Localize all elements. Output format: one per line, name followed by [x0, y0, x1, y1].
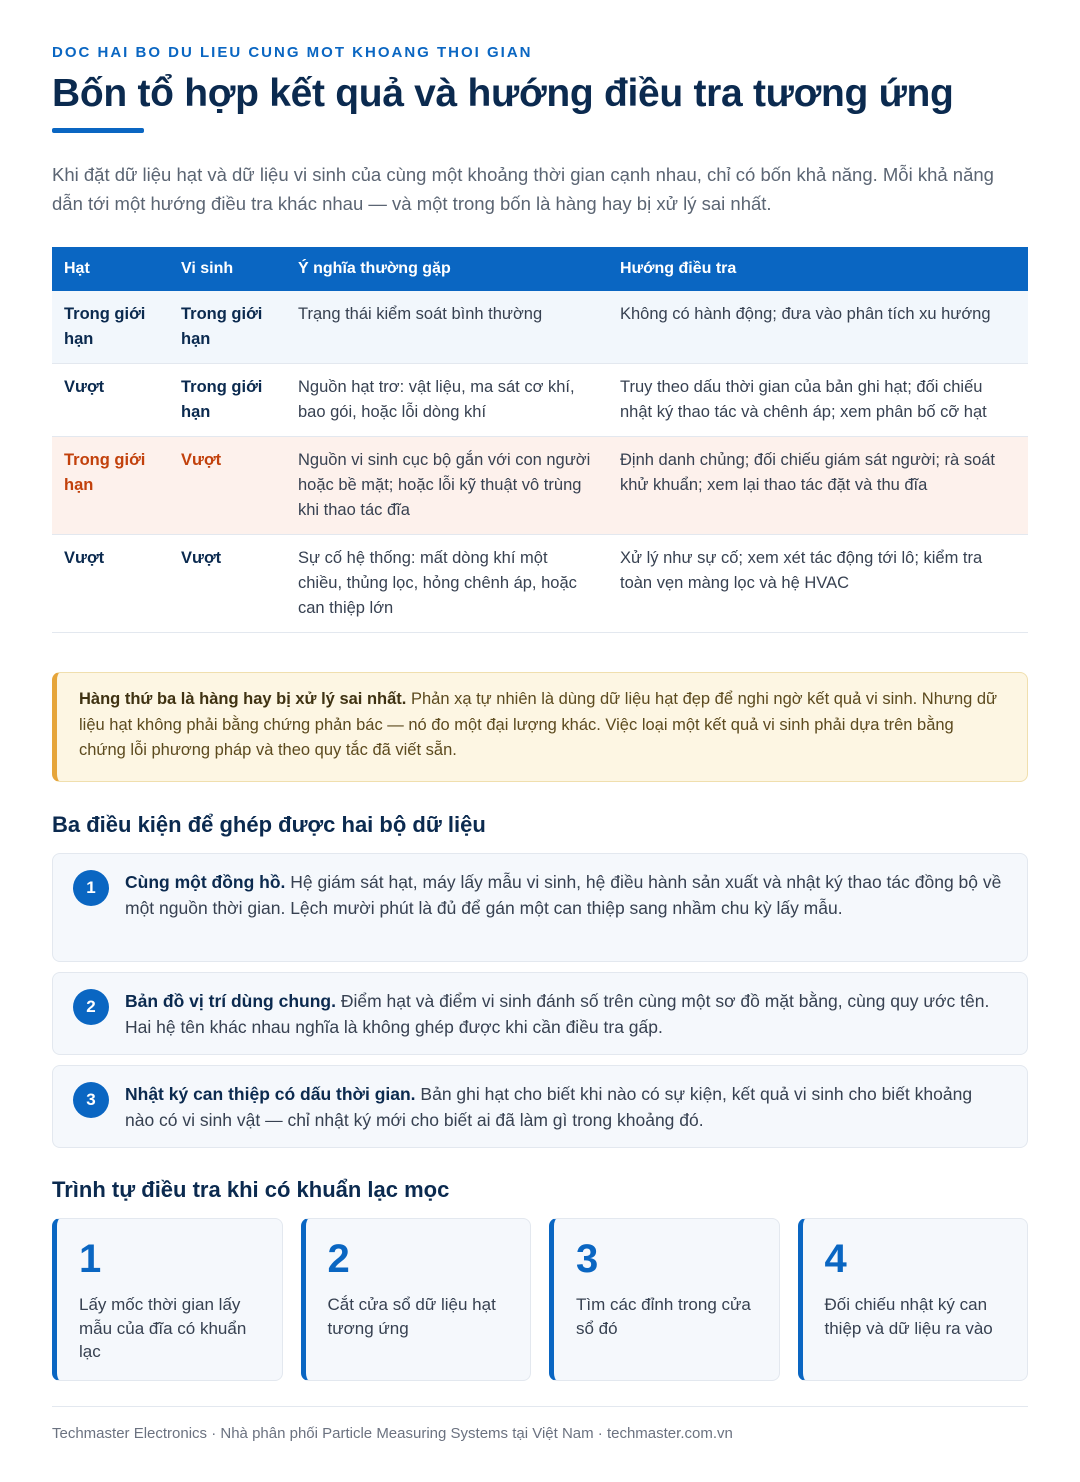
column-header-meaning: Ý nghĩa thường gặp	[286, 247, 608, 291]
cell-investigation: Không có hành động; đưa vào phân tích xu hướng	[608, 291, 1028, 364]
table-row	[52, 291, 1028, 364]
step-number: 4	[824, 1237, 847, 1281]
column-header-particle: Hạt	[52, 247, 169, 291]
table-row	[52, 364, 1028, 437]
column-header-microbial: Vi sinh	[169, 247, 286, 291]
cell-particle: Vượt	[52, 535, 169, 633]
cell-meaning: Sự cố hệ thống: mất dòng khí một chiều, thủng lọc, hỏng chênh áp, hoặc can thiệp lớn	[286, 535, 608, 633]
table-header-row	[52, 247, 1028, 291]
step-number: 3	[576, 1237, 599, 1281]
step-card	[798, 1218, 1029, 1381]
callout-bold: Hàng thứ ba là hàng hay bị xử lý sai nhất.	[79, 690, 407, 708]
cell-microbial: Trong giới hạn	[169, 291, 286, 364]
step-number: 1	[79, 1237, 102, 1281]
cell-investigation: Xử lý như sự cố; xem xét tác động tới lô; kiểm tra toàn vẹn màng lọc và hệ HVAC	[608, 535, 1028, 633]
title-underline	[52, 128, 144, 133]
sequence-heading: Trình tự điều tra khi có khuẩn lạc mọc	[52, 1177, 450, 1202]
conditions-heading: Ba điều kiện để ghép được hai bộ dữ liệu	[52, 812, 486, 837]
cell-particle: Trong giới hạn	[52, 291, 169, 364]
step-card	[549, 1218, 780, 1381]
warning-callout	[52, 672, 1028, 782]
condition-title: Nhật ký can thiệp có dấu thời gian.	[125, 1084, 416, 1104]
step-number: 2	[327, 1237, 350, 1281]
cell-particle: Trong giới hạn	[52, 437, 169, 535]
table-row	[52, 535, 1028, 633]
cell-microbial: Trong giới hạn	[169, 364, 286, 437]
eyebrow-label: DOC HAI BO DU LIEU CUNG MOT KHOANG THOI GIAN	[52, 44, 533, 61]
cell-investigation: Định danh chủng; đối chiếu giám sát người; rà soát khử khuẩn; xem lại thao tác đặt và thu đĩa	[608, 437, 1028, 535]
combination-table	[52, 247, 1028, 633]
step-card	[52, 1218, 283, 1381]
step-text: Đối chiếu nhật ký can thiệp và dữ liệu ra vào	[824, 1295, 993, 1338]
condition-card	[52, 853, 1028, 962]
cell-investigation: Truy theo dấu thời gian của bản ghi hạt; đối chiếu nhật ký thao tác và chênh áp; xem phân bố cỡ hạt	[608, 364, 1028, 437]
condition-title: Cùng một đồng hồ.	[125, 872, 286, 892]
condition-text: Điểm hạt và điểm vi sinh đánh số trên cùng một sơ đồ mặt bằng, cùng quy ước tên. Hai hệ tên khác nhau nghĩa là không ghép được khi cần điều tra gấp.	[125, 991, 990, 1037]
cell-particle: Vượt	[52, 364, 169, 437]
step-text: Tìm các đỉnh trong cửa sổ đó	[576, 1295, 751, 1338]
step-number-badge: 3	[73, 1082, 109, 1118]
callout-text: Phản xạ tự nhiên là dùng dữ liệu hạt đẹp để nghi ngờ kết quả vi sinh. Nhưng dữ liệu hạt không phải bằng chứng phản bác — nó đo một đại lượng khác. Việc loại một kết quả vi sinh phải dựa trên bằng chứng lỗi phương pháp và theo quy tắc đã viết sẵn.	[79, 690, 998, 759]
cell-meaning: Nguồn vi sinh cục bộ gắn với con người hoặc bề mặt; hoặc lỗi kỹ thuật vô trùng khi thao tác đĩa	[286, 437, 608, 535]
table-row-highlighted	[52, 437, 1028, 535]
condition-card	[52, 972, 1028, 1055]
footer-divider	[52, 1406, 1028, 1407]
footer-text: Techmaster Electronics · Nhà phân phối Particle Measuring Systems tại Việt Nam · techmaster.com.vn	[52, 1425, 733, 1442]
cell-microbial: Vượt	[169, 437, 286, 535]
condition-title: Bản đồ vị trí dùng chung.	[125, 991, 336, 1011]
step-text: Cắt cửa sổ dữ liệu hạt tương ứng	[327, 1295, 496, 1338]
cell-meaning: Trạng thái kiểm soát bình thường	[286, 291, 608, 364]
page-title: Bốn tổ hợp kết quả và hướng điều tra tương ứng	[52, 72, 954, 115]
step-number-badge: 2	[73, 989, 109, 1025]
column-header-investigation: Hướng điều tra	[608, 247, 1028, 291]
intro-paragraph: Khi đặt dữ liệu hạt và dữ liệu vi sinh của cùng một khoảng thời gian cạnh nhau, chỉ có bốn khả năng. Mỗi khả năng dẫn tới một hướng điều tra khác nhau — và một trong bốn là hàng hay bị xử lý sai nhất.	[52, 164, 994, 214]
cell-microbial: Vượt	[169, 535, 286, 633]
step-number-badge: 1	[73, 870, 109, 906]
condition-text: Bản ghi hạt cho biết khi nào có sự kiện, kết quả vi sinh cho biết khoảng nào có vi sinh vật — chỉ nhật ký mới cho biết ai đã làm gì trong khoảng đó.	[125, 1084, 973, 1130]
step-text: Lấy mốc thời gian lấy mẫu của đĩa có khuẩn lạc	[79, 1295, 247, 1361]
sequence-steps	[52, 1218, 1028, 1381]
condition-card	[52, 1065, 1028, 1148]
step-card	[301, 1218, 532, 1381]
cell-meaning: Nguồn hạt trơ: vật liệu, ma sát cơ khí, bao gói, hoặc lỗi dòng khí	[286, 364, 608, 437]
condition-text: Hệ giám sát hạt, máy lấy mẫu vi sinh, hệ điều hành sản xuất và nhật ký thao tác đồng bộ về một nguồn thời gian. Lệch mười phút là đủ để gán một can thiệp sang nhầm chu kỳ lấy mẫu.	[125, 872, 1002, 918]
